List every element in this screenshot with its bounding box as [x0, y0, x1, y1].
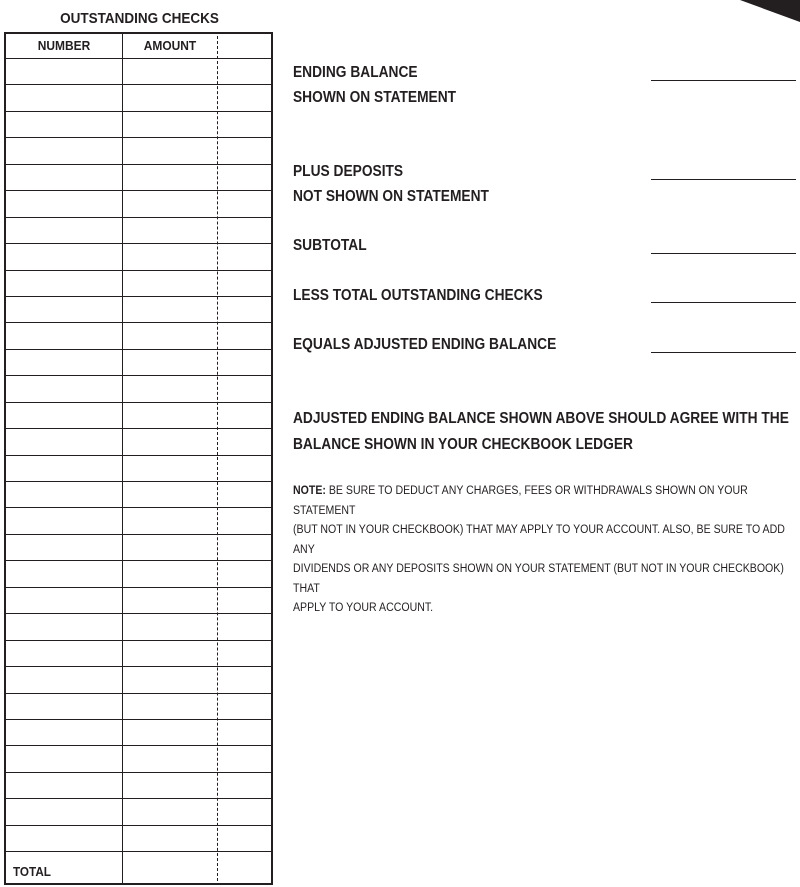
outstanding-checks-title: OUTSTANDING CHECKS [60, 10, 219, 27]
check-row[interactable] [6, 190, 271, 216]
check-row[interactable] [6, 111, 271, 137]
ending-balance-line1: ENDING BALANCE [293, 64, 418, 81]
check-row[interactable] [6, 349, 271, 375]
check-row[interactable] [6, 455, 271, 481]
less-outstanding-label: LESS TOTAL OUTSTANDING CHECKS [293, 287, 543, 304]
total-label: TOTAL [13, 864, 51, 879]
adjusted-balance-field[interactable] [651, 352, 796, 353]
outstanding-checks-table [4, 32, 273, 885]
check-row[interactable] [6, 534, 271, 560]
check-row[interactable] [6, 164, 271, 190]
ending-balance-line2: SHOWN ON STATEMENT [293, 89, 457, 106]
check-row[interactable] [6, 322, 271, 348]
check-row[interactable] [6, 84, 271, 110]
column-header-amount: AMOUNT [143, 38, 197, 53]
check-row[interactable] [6, 402, 271, 428]
less-outstanding-field[interactable] [651, 302, 796, 303]
check-row[interactable] [6, 798, 271, 824]
check-row[interactable] [6, 217, 271, 243]
check-row[interactable] [6, 243, 271, 269]
check-row[interactable] [6, 693, 271, 719]
check-row[interactable] [6, 640, 271, 666]
corner-tab [740, 0, 800, 22]
check-rows [6, 58, 271, 883]
check-row[interactable] [6, 772, 271, 798]
check-row[interactable] [6, 137, 271, 163]
check-row[interactable] [6, 825, 271, 851]
check-row[interactable] [6, 428, 271, 454]
check-row[interactable] [6, 58, 271, 84]
plus-deposits-line2: NOT SHOWN ON STATEMENT [293, 188, 489, 205]
note-line2: (BUT NOT IN YOUR CHECKBOOK) THAT MAY APPLY TO YOUR ACCOUNT. ALSO, BE SURE TO ADD ANY [293, 522, 785, 556]
note-label: NOTE: [293, 483, 326, 497]
check-row[interactable] [6, 375, 271, 401]
check-row[interactable] [6, 587, 271, 613]
note-paragraph [293, 481, 796, 618]
plus-deposits-line1: PLUS DEPOSITS [293, 163, 404, 180]
check-row[interactable] [6, 560, 271, 586]
check-row[interactable] [6, 745, 271, 771]
agreement-line1: ADJUSTED ENDING BALANCE SHOWN ABOVE SHOULD AGREE WITH THE [293, 410, 789, 427]
ending-balance-label [293, 60, 456, 110]
subtotal-label: SUBTOTAL [293, 237, 367, 254]
note-line1 [293, 481, 796, 520]
note-line4: APPLY TO YOUR ACCOUNT. [293, 600, 434, 614]
note-text1: BE SURE TO DEDUCT ANY CHARGES, FEES OR WITHDRAWALS SHOWN ON YOUR STATEMENT [293, 483, 748, 517]
agreement-instruction [293, 406, 792, 458]
adjusted-balance-label: EQUALS ADJUSTED ENDING BALANCE [293, 336, 557, 353]
subtotal-field[interactable] [651, 253, 796, 254]
plus-deposits-label [293, 159, 489, 209]
plus-deposits-field[interactable] [651, 179, 796, 180]
column-header-number: NUMBER [37, 38, 91, 53]
check-row[interactable] [6, 719, 271, 745]
check-row[interactable] [6, 481, 271, 507]
agreement-line2: BALANCE SHOWN IN YOUR CHECKBOOK LEDGER [293, 436, 633, 453]
check-row[interactable] [6, 507, 271, 533]
check-row[interactable] [6, 270, 271, 296]
ending-balance-field[interactable] [651, 80, 796, 81]
check-row[interactable] [6, 613, 271, 639]
check-row[interactable] [6, 296, 271, 322]
note-line3: DIVIDENDS OR ANY DEPOSITS SHOWN ON YOUR STATEMENT (BUT NOT IN YOUR CHECKBOOK) THAT [293, 561, 784, 595]
check-row[interactable] [6, 666, 271, 692]
